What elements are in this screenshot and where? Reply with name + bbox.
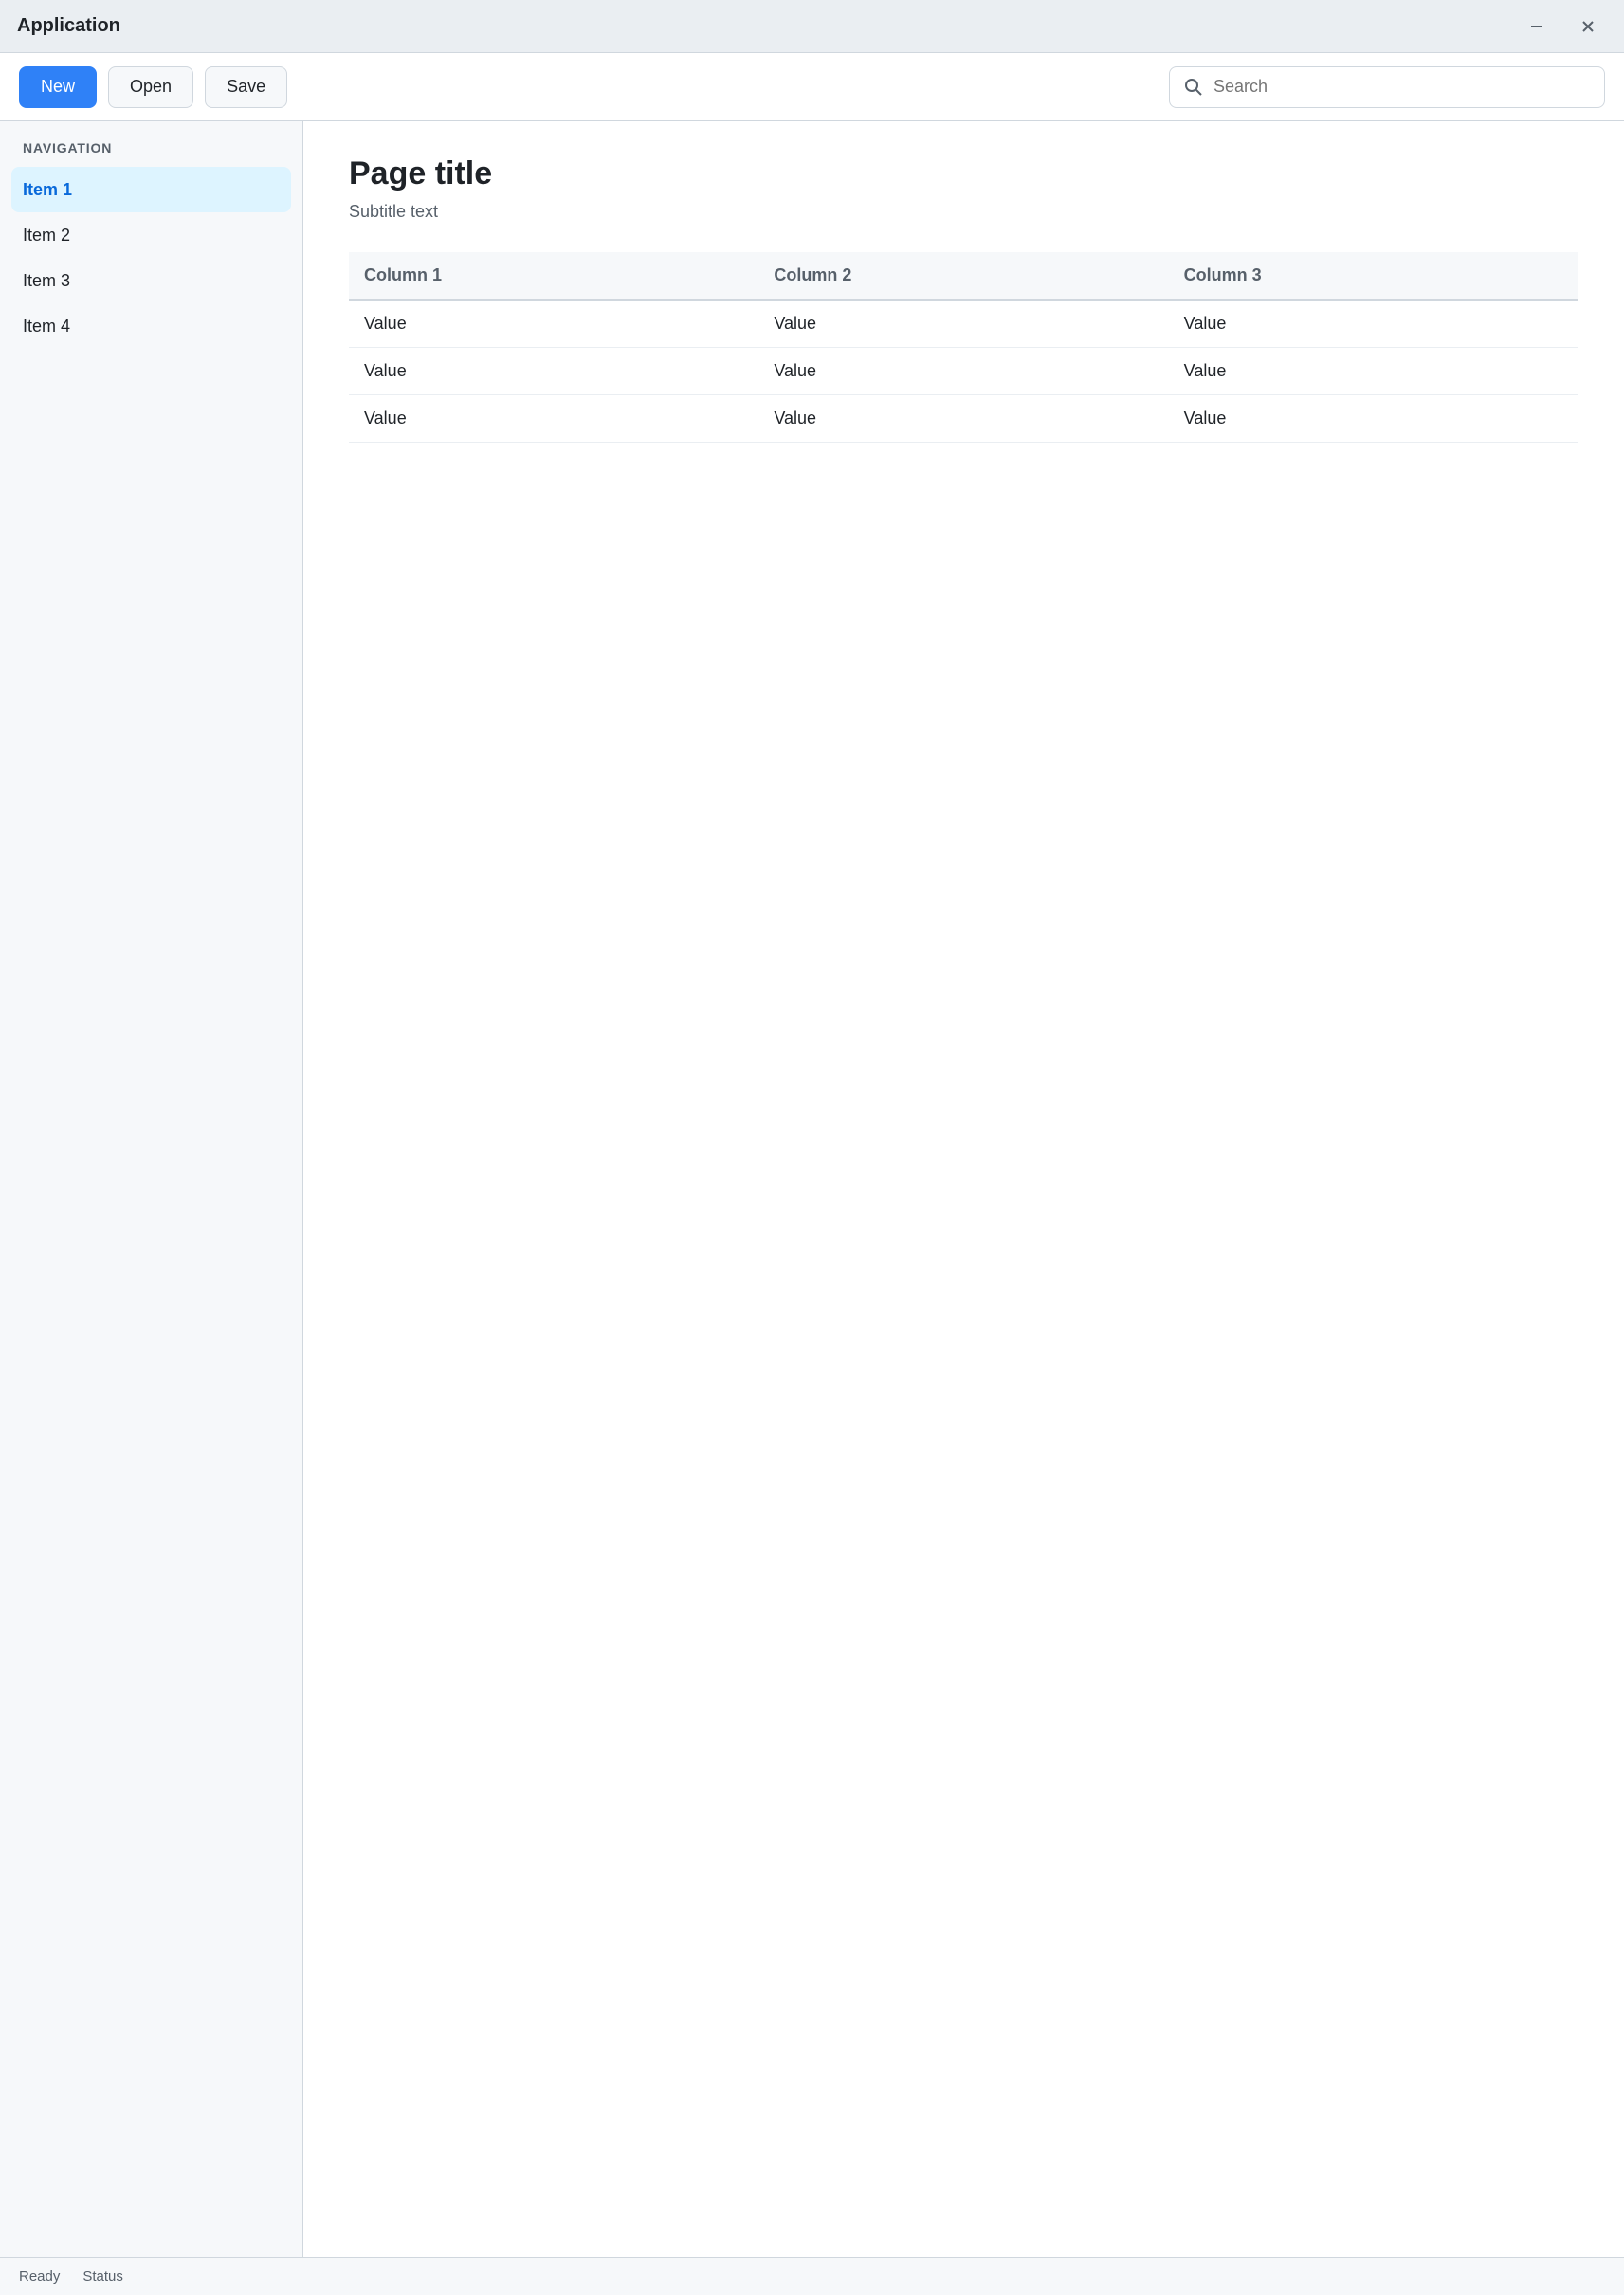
search-input[interactable] [1213, 77, 1591, 97]
status-right: Status [82, 2268, 123, 2285]
sidebar-item[interactable] [11, 258, 291, 303]
table-header[interactable]: Column 1 [349, 252, 758, 300]
sidebar-item-label: Item 1 [23, 179, 73, 199]
sidebar-item-label: Item 3 [23, 270, 71, 290]
table-cell: Value [758, 348, 1168, 395]
new-button[interactable]: New [19, 66, 97, 108]
table-cell: Value [349, 395, 758, 443]
sidebar-item-label: Item 4 [23, 316, 71, 336]
sidebar-item[interactable] [11, 167, 291, 212]
table-header-row [349, 252, 1578, 300]
table-header[interactable]: Column 2 [758, 252, 1168, 300]
table-header[interactable]: Column 3 [1169, 252, 1578, 300]
table-row[interactable] [349, 395, 1578, 443]
sidebar-item-label: Item 2 [23, 225, 71, 245]
minimize-icon [1526, 16, 1547, 37]
app-title: Application [17, 15, 120, 36]
search-icon [1183, 77, 1204, 98]
table-cell: Value [758, 395, 1168, 443]
sidebar-item[interactable] [11, 303, 291, 349]
table-cell: Value [758, 300, 1168, 348]
table-cell: Value [1169, 300, 1578, 348]
main-panel [303, 121, 1624, 2257]
minimize-button[interactable] [1518, 8, 1556, 46]
table-row[interactable] [349, 300, 1578, 348]
table-cell: Value [349, 300, 758, 348]
sidebar-item[interactable] [11, 212, 291, 258]
title-bar [0, 0, 1624, 53]
toolbar [0, 53, 1624, 121]
page-title: Page title [349, 155, 493, 191]
search-box[interactable] [1169, 66, 1605, 108]
table-cell: Value [1169, 395, 1578, 443]
data-table [349, 252, 1578, 443]
table-cell: Value [1169, 348, 1578, 395]
content-area [0, 121, 1624, 2257]
sidebar-heading: NAVIGATION [23, 140, 113, 155]
status-bar [0, 2257, 1624, 2295]
table-row[interactable] [349, 348, 1578, 395]
sidebar [0, 121, 303, 2257]
save-button[interactable]: Save [205, 66, 287, 108]
close-button[interactable] [1569, 8, 1607, 46]
close-icon [1578, 16, 1598, 37]
table-cell: Value [349, 348, 758, 395]
open-button[interactable]: Open [108, 66, 193, 108]
page-subtitle: Subtitle text [349, 202, 439, 221]
status-left: Ready [19, 2268, 61, 2285]
